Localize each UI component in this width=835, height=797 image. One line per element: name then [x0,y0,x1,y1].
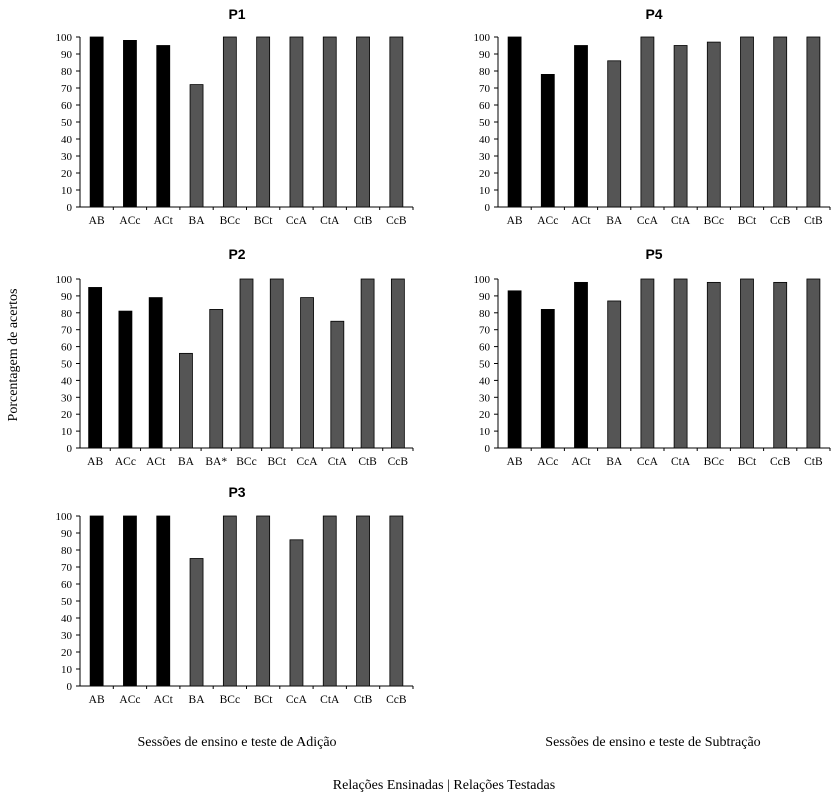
y-tick-label: 70 [61,83,72,95]
y-tick-label: 70 [61,324,72,337]
x-tick-label: CtB [353,694,373,706]
bar-p2-BA* [210,309,223,448]
x-tick-label: CtA [327,456,347,468]
x-tick-label: BCc [236,456,257,468]
bar-p5-BCc [707,282,720,448]
bar-p3-CtA [323,516,336,686]
bar-p1-BCt [257,37,270,207]
x-tick-label: BCc [703,215,725,227]
y-tick-label: 50 [479,117,490,129]
y-tick-label: 70 [479,83,490,95]
y-tick-label: 40 [479,134,490,146]
x-tick-label: BA [188,694,205,706]
y-tick-label: 40 [61,613,72,625]
y-tick-label: 10 [61,426,72,439]
bar-p1-CtA [323,37,336,207]
bar-p4-CcB [774,37,787,207]
chart-title-p4: P4 [645,6,663,22]
y-tick-label: 50 [61,596,72,608]
x-tick-label: BA [188,215,205,227]
x-tick-label: BCt [737,215,757,227]
bar-p1-CcA [290,37,303,207]
bar-p5-AB [508,291,521,448]
bar-p5-BCt [741,279,754,448]
bar-p2-CtB [361,279,374,448]
x-tick-label: CtB [804,215,823,227]
bar-p3-ACc [123,516,136,686]
y-tick-label: 100 [473,32,490,44]
y-tick-label: 50 [479,358,490,371]
x-tick-label: BCc [219,694,241,706]
y-tick-label: 30 [61,630,72,642]
bar-p3-AB [90,516,103,686]
y-tick-label: 90 [61,528,72,540]
x-tick-label: CcA [636,215,658,227]
x-tick-label: BCc [703,456,725,468]
y-tick-label: 80 [479,66,490,78]
x-tick-label: BCt [737,456,757,468]
x-tick-label: AB [506,215,523,227]
y-tick-label: 100 [473,274,490,286]
bar-p1-BA [190,85,203,207]
bar-p3-BCt [257,516,270,686]
bar-p3-BA [190,559,203,687]
x-tick-label: ACc [119,215,141,227]
y-tick-label: 0 [66,443,72,455]
x-tick-label: ACt [571,215,591,227]
x-tick-label: BA [606,456,623,468]
x-tick-label: CtB [358,456,377,468]
y-tick-label: 50 [61,358,72,371]
x-tick-label: CcA [285,694,307,706]
bar-p1-CcB [390,37,403,207]
bar-p3-CcB [390,516,403,686]
bar-p5-ACc [541,309,554,448]
bar-p2-ACc [119,311,132,448]
x-tick-label: ACt [153,694,173,706]
bar-p4-ACc [541,74,554,207]
bar-p4-BCc [707,42,720,207]
bar-p1-BCc [223,37,236,207]
y-tick-label: 20 [61,168,72,180]
chart-p3 [56,484,414,706]
x-tick-label: CcB [769,215,791,227]
x-tick-label: CcB [387,456,409,468]
x-tick-label: CtA [320,215,340,227]
x-tick-label: BCt [253,694,273,706]
x-tick-label: BCt [267,456,287,468]
y-tick-label: 0 [66,681,72,693]
bar-p5-CcB [774,282,787,448]
x-tick-label: CcB [386,694,407,706]
y-tick-label: 90 [479,49,490,61]
x-tick-label: BCc [219,215,241,227]
bar-p2-AB [89,287,102,448]
y-tick-label: 40 [61,375,72,388]
y-axis-label: Porcentagem de acertos [6,288,21,422]
y-tick-label: 20 [479,409,490,422]
x-tick-label: AB [88,694,105,706]
x-tick-label: CtA [671,215,691,227]
x-tick-label: CtB [804,456,823,468]
chart-panels [56,6,831,706]
x-tick-label: BCt [253,215,273,227]
chart-title-p2: P2 [228,246,246,262]
y-tick-label: 20 [479,168,490,180]
y-tick-label: 40 [61,134,72,146]
x-tick-label: ACt [153,215,173,227]
chart-p2 [56,246,414,468]
y-tick-label: 70 [61,562,72,574]
bar-p5-CtA [674,279,687,448]
y-tick-label: 20 [61,409,72,422]
x-tick-label: AB [506,456,523,468]
bar-p2-CtA [331,321,344,448]
x-tick-label: CtB [353,215,373,227]
x-tick-label: CcA [296,456,318,468]
y-tick-label: 100 [55,511,72,523]
y-tick-label: 80 [61,66,72,78]
y-tick-label: 10 [61,664,72,676]
legend-text: Relações Ensinadas | Relações Testadas [332,778,556,793]
bar-p1-ACt [157,46,170,208]
x-tick-label: CcB [386,215,407,227]
y-tick-label: 10 [479,426,490,439]
y-tick-label: 80 [61,307,72,320]
y-tick-label: 30 [61,392,72,405]
bar-p2-BCc [240,279,253,448]
y-tick-label: 60 [479,341,490,354]
y-tick-label: 0 [66,202,72,214]
x-tick-label: CtA [320,694,340,706]
bar-p4-BA [608,61,621,207]
y-tick-label: 100 [55,274,72,286]
chart-title-p5: P5 [645,246,663,262]
y-tick-label: 30 [479,392,490,405]
y-tick-label: 0 [484,443,490,455]
bar-p4-CtB [807,37,820,207]
x-tick-label: AB [88,215,105,227]
chart-title-p3: P3 [228,484,246,500]
bar-p3-CtB [357,516,370,686]
y-tick-label: 10 [61,185,72,197]
y-tick-label: 70 [479,324,490,337]
x-axis-label-addition: Sessões de ensino e teste de Adição [137,735,337,750]
y-tick-label: 90 [61,290,72,303]
bar-p1-ACc [123,40,136,207]
bar-p2-CcA [301,298,314,448]
bar-p4-ACt [575,46,588,208]
bar-p5-BA [608,301,621,448]
bar-p4-CcA [641,37,654,207]
bar-p3-ACt [157,516,170,686]
bar-p5-ACt [575,282,588,448]
bar-p5-CtB [807,279,820,448]
bar-p1-AB [90,37,103,207]
y-tick-label: 40 [479,375,490,388]
y-tick-label: 20 [61,647,72,659]
bar-p4-BCt [741,37,754,207]
x-tick-label: CcA [636,456,658,468]
chart-p5 [474,246,831,468]
chart-title-p1: P1 [228,6,246,22]
y-tick-label: 100 [55,32,72,44]
x-tick-label: BA* [205,456,228,468]
y-tick-label: 30 [61,151,72,163]
bar-p3-BCc [223,516,236,686]
y-tick-label: 60 [479,100,490,112]
bar-p2-ACt [149,298,162,448]
bar-p2-BCt [270,279,283,448]
x-tick-label: ACt [571,456,591,468]
y-tick-label: 50 [61,117,72,129]
y-tick-label: 10 [479,185,490,197]
bar-p4-AB [508,37,521,207]
bar-p3-CcA [290,540,303,686]
chart-p1 [56,6,414,227]
x-tick-label: ACt [146,456,166,468]
x-tick-label: AB [87,456,104,468]
bar-p2-CcB [391,279,404,448]
x-tick-label: ACc [119,694,141,706]
chart-p4 [474,6,831,227]
x-tick-label: CtA [671,456,691,468]
y-tick-label: 90 [479,290,490,303]
y-tick-label: 60 [61,100,72,112]
bar-p1-CtB [357,37,370,207]
x-axis-label-subtraction: Sessões de ensino e teste de Subtração [545,735,761,750]
x-tick-label: CcA [285,215,307,227]
bar-p4-CtA [674,46,687,208]
y-tick-label: 0 [484,202,490,214]
x-tick-label: ACc [537,215,559,227]
y-tick-label: 60 [61,579,72,591]
x-tick-label: BA [606,215,623,227]
y-tick-label: 80 [479,307,490,320]
x-tick-label: ACc [537,456,559,468]
bar-p5-CcA [641,279,654,448]
y-tick-label: 60 [61,341,72,354]
y-tick-label: 30 [479,151,490,163]
bar-p2-BA [179,353,192,448]
y-tick-label: 90 [61,49,72,61]
x-tick-label: BA [177,456,194,468]
y-tick-label: 80 [61,545,72,557]
x-tick-label: CcB [769,456,791,468]
x-tick-label: ACc [114,456,136,468]
